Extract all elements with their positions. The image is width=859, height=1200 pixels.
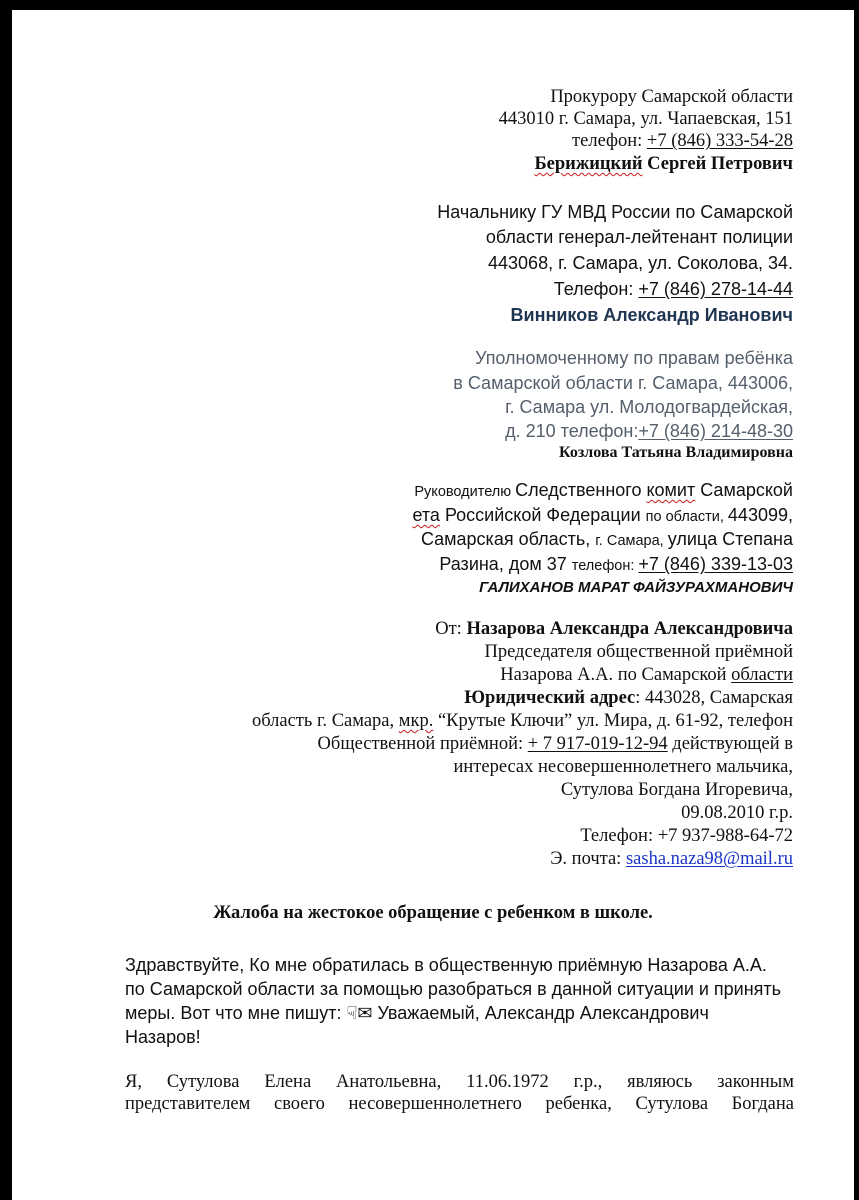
sender-office-phone[interactable]: + 7 917-019-12-94 [527,734,668,754]
body-p2-line1: Я, Сутулова Елена Анатольевна, 11.06.1972 г.р., являюсь законным [125,1072,794,1092]
recipient2-line2: области генерал-лейтенант полиции [485,227,793,247]
body-p2-line2: представителем своего несовершеннолетнего ребенка, Сутулова Богдана [125,1094,794,1114]
recipient2-address: 443068, г. Самара, ул. Соколова, 34. [488,253,793,273]
sender-child-birthdate: 09.08.2010 г.р. [681,803,793,823]
sender-position-region: Назарова А.А. по Самарской области [500,665,793,685]
sender-interests-line: интересах несовершеннолетнего мальчика, [453,757,793,777]
phone-label: д. 210 телефон: [505,421,639,441]
sender-address-line: область г. Самара, мкр. “Крутые Ключи” ул. Мира, д. 61-92, телефон [251,711,793,731]
sender-email-line: Э. почта: sasha.naza98@mail.ru [550,849,793,869]
sender-from-line: От: Назарова Александра Александровича [435,619,793,639]
complaint-title: Жалоба на жестокое обращение с ребенком в школе. [213,903,653,923]
recipient2-name: Винников Александр Иванович [510,305,793,325]
recipient2-phone-line [554,278,793,300]
document-page [12,10,854,1200]
body-p1-line2: по Самарской области за помощью разобраться в данной ситуации и принять [125,979,782,999]
phone-label: телефон: [572,131,647,151]
recipient1-given-names: Сергей Петрович [642,154,793,174]
recipient4-line2: ета Российской Федерации по области, 443099, [412,505,793,525]
body-p1-line4: Назаров! [125,1027,201,1047]
recipient1-phone[interactable]: +7 (846) 333-54-28 [646,131,793,151]
sender-office-phone-line: Общественной приёмной: + 7 917-019-12-94 действующей в [317,734,793,754]
sender-name: Назарова Александра Александровича [466,619,793,639]
recipient1-name [534,153,793,175]
recipient2-phone[interactable]: +7 (846) 278-14-44 [638,279,793,299]
recipient3-line1: Уполномоченному по правам ребёнка [475,348,793,368]
recipient4-line1: Руководителю Следственного комит Самарской [414,480,793,500]
recipient1-address: 443010 г. Самара, ул. Чапаевская, 151 [498,109,793,129]
recipient2-line1: Начальнику ГУ МВД России по Самарской [437,202,793,222]
body-p1-line1: Здравствуйте, Ко мне обратилась в общественную приёмную Назарова А.А. [125,955,767,975]
sender-child-name: Сутулова Богдана Игоревича, [560,780,793,800]
sender-legal-address: Юридический адрес: 443028, Самарская [464,688,793,708]
sender-position: Председателя общественной приёмной [484,642,793,662]
recipient4-name: ГАЛИХАНОВ МАРАТ ФАЙЗУРАХМАНОВИЧ [479,579,793,596]
recipient4-phone-line: Разина, дом 37 телефон: +7 (846) 339-13-03 [439,554,793,574]
recipient4-phone[interactable]: +7 (846) 339-13-03 [638,554,793,574]
pointing-envelope-icon: ☟✉ [346,1003,373,1023]
recipient3-line3: г. Самара ул. Молодогвардейская, [505,397,793,417]
recipient1-phone-line [572,130,793,152]
recipient3-phone-line [505,420,793,442]
sender-email-link[interactable]: sasha.naza98@mail.ru [625,849,793,869]
recipient3-name: Козлова Татьяна Владимировна [559,444,793,461]
recipient4-line3: Самарская область, г. Самара, улица Степана [420,529,793,549]
recipient3-line2: в Самарской области г. Самара, 443006, [453,373,793,393]
sender-phone: Телефон: +7 937-988-64-72 [580,826,793,846]
recipient1-surname: Берижицкий [534,154,643,174]
recipient3-phone[interactable]: +7 (846) 214-48-30 [638,421,793,441]
phone-label: Телефон: [553,279,639,299]
body-p1-line3: меры. Вот что мне пишут: ☟✉ Уважаемый, Александр Александрович [125,1003,709,1023]
recipient1-line1: Прокурору Самарской области [550,87,793,107]
